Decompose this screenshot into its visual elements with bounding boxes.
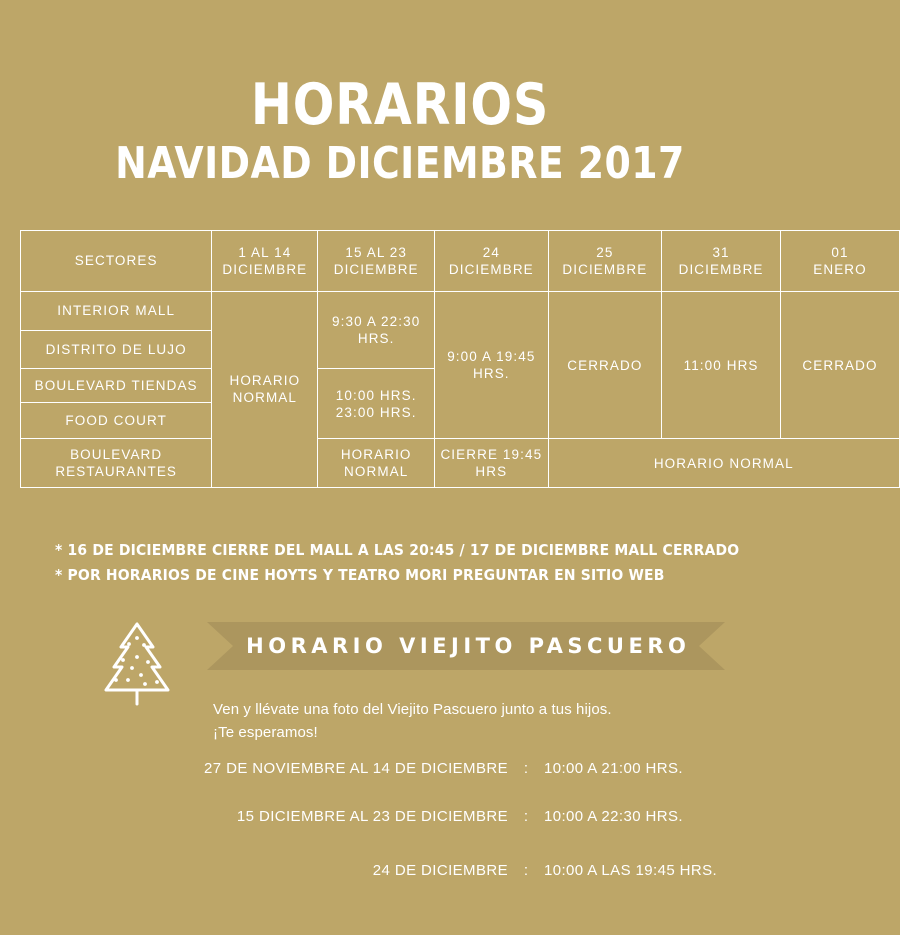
row-label-boulevard-tiendas: BOULEVARD TIENDAS <box>21 369 212 403</box>
santa-schedule-row <box>0 808 800 854</box>
cell-rest-24: CIERRE 19:45 HRS <box>435 439 549 488</box>
table-header-25-dic <box>548 231 662 292</box>
table-row <box>21 291 900 330</box>
santa-schedule-time: 10:00 A 21:00 HRS. <box>544 760 683 777</box>
cell-rest-15-23: HORARIO NORMAL <box>318 439 435 488</box>
note-line: * 16 DE DICIEMBRE CIERRE DEL MALL A LAS 20:45 / 17 DE DICIEMBRE MALL CERRADO <box>55 541 740 559</box>
table-header-1-14-dic <box>212 231 318 292</box>
header-line2: DICIEMBRE <box>333 261 419 277</box>
row-label-distrito-de-lujo: DISTRITO DE LUJO <box>21 330 212 369</box>
table-header-row <box>21 231 900 292</box>
cell-mall-15-23: 9:30 A 22:30 HRS. <box>318 291 435 368</box>
santa-schedule-row <box>0 760 800 806</box>
header-line1: 31 <box>712 244 730 260</box>
page-title: HORARIOS <box>250 72 550 138</box>
cell-food-15-23: 10:00 HRS. 23:00 HRS. <box>318 369 435 439</box>
table-header-15-23-dic <box>318 231 435 292</box>
cell-dia-01: CERRADO <box>781 291 900 438</box>
page-subtitle: NAVIDAD DICIEMBRE 2017 <box>115 138 685 189</box>
schedule-table <box>20 230 900 488</box>
christmas-tree-icon <box>98 620 176 705</box>
note-line: * POR HORARIOS DE CINE HOYTS Y TEATRO MORI PREGUNTAR EN SITIO WEB <box>55 566 665 584</box>
header-line1: 15 AL 23 <box>345 244 407 260</box>
table-header-31-dic <box>662 231 781 292</box>
row-label-boulevard-restaurantes: BOULEVARD RESTAURANTES <box>21 439 212 488</box>
schedule-table-wrapper <box>20 230 878 488</box>
santa-schedule-list <box>0 760 800 908</box>
table-header-01-ene <box>781 231 900 292</box>
cell-horario-normal-1-14: HORARIO NORMAL <box>212 291 318 487</box>
santa-schedule-time: 10:00 A 22:30 HRS. <box>544 808 683 825</box>
santa-banner-title: HORARIO VIEJITO PASCUERO <box>246 634 691 658</box>
header-line2: DICIEMBRE <box>678 261 764 277</box>
santa-schedule-label: 24 DE DICIEMBRE <box>372 862 508 879</box>
santa-intro <box>213 698 612 744</box>
row-label-food-court: FOOD COURT <box>21 402 212 439</box>
row-label-interior-mall: INTERIOR MALL <box>21 291 212 330</box>
santa-intro-line-1: Ven y llévate una foto del Viejito Pascuero junto a tus hijos. <box>213 701 612 718</box>
cell-dia-31: 11:00 HRS <box>662 291 781 438</box>
header-line2: DICIEMBRE <box>222 261 308 277</box>
page-title-block <box>0 0 800 190</box>
cell-rest-25-01: HORARIO NORMAL <box>548 439 899 488</box>
header-line1: 01 <box>831 244 849 260</box>
header-line1: 1 AL 14 <box>238 244 292 260</box>
table-row <box>21 439 900 488</box>
santa-schedule-separator: : <box>523 760 529 777</box>
table-header-sectores: SECTORES <box>21 231 212 292</box>
header-line2: DICIEMBRE <box>448 261 534 277</box>
header-line1: 24 <box>482 244 500 260</box>
santa-schedule-separator: : <box>523 808 529 825</box>
santa-schedule-row <box>0 862 800 908</box>
table-header-24-dic <box>435 231 549 292</box>
cell-dia-25: CERRADO <box>548 291 662 438</box>
santa-schedule-label: 15 DICIEMBRE AL 23 DE DICIEMBRE <box>236 808 508 825</box>
notes-block <box>55 538 739 588</box>
santa-schedule-label: 27 DE NOVIEMBRE AL 14 DE DICIEMBRE <box>204 760 508 777</box>
header-line2: ENERO <box>813 261 867 277</box>
santa-intro-line-2: ¡Te esperamos! <box>213 724 318 741</box>
header-line2: DICIEMBRE <box>562 261 648 277</box>
santa-schedule-time: 10:00 A LAS 19:45 HRS. <box>544 862 718 879</box>
cell-dia-24: 9:00 A 19:45 HRS. <box>435 291 549 438</box>
santa-schedule-separator: : <box>523 862 529 879</box>
header-line1: 25 <box>596 244 614 260</box>
